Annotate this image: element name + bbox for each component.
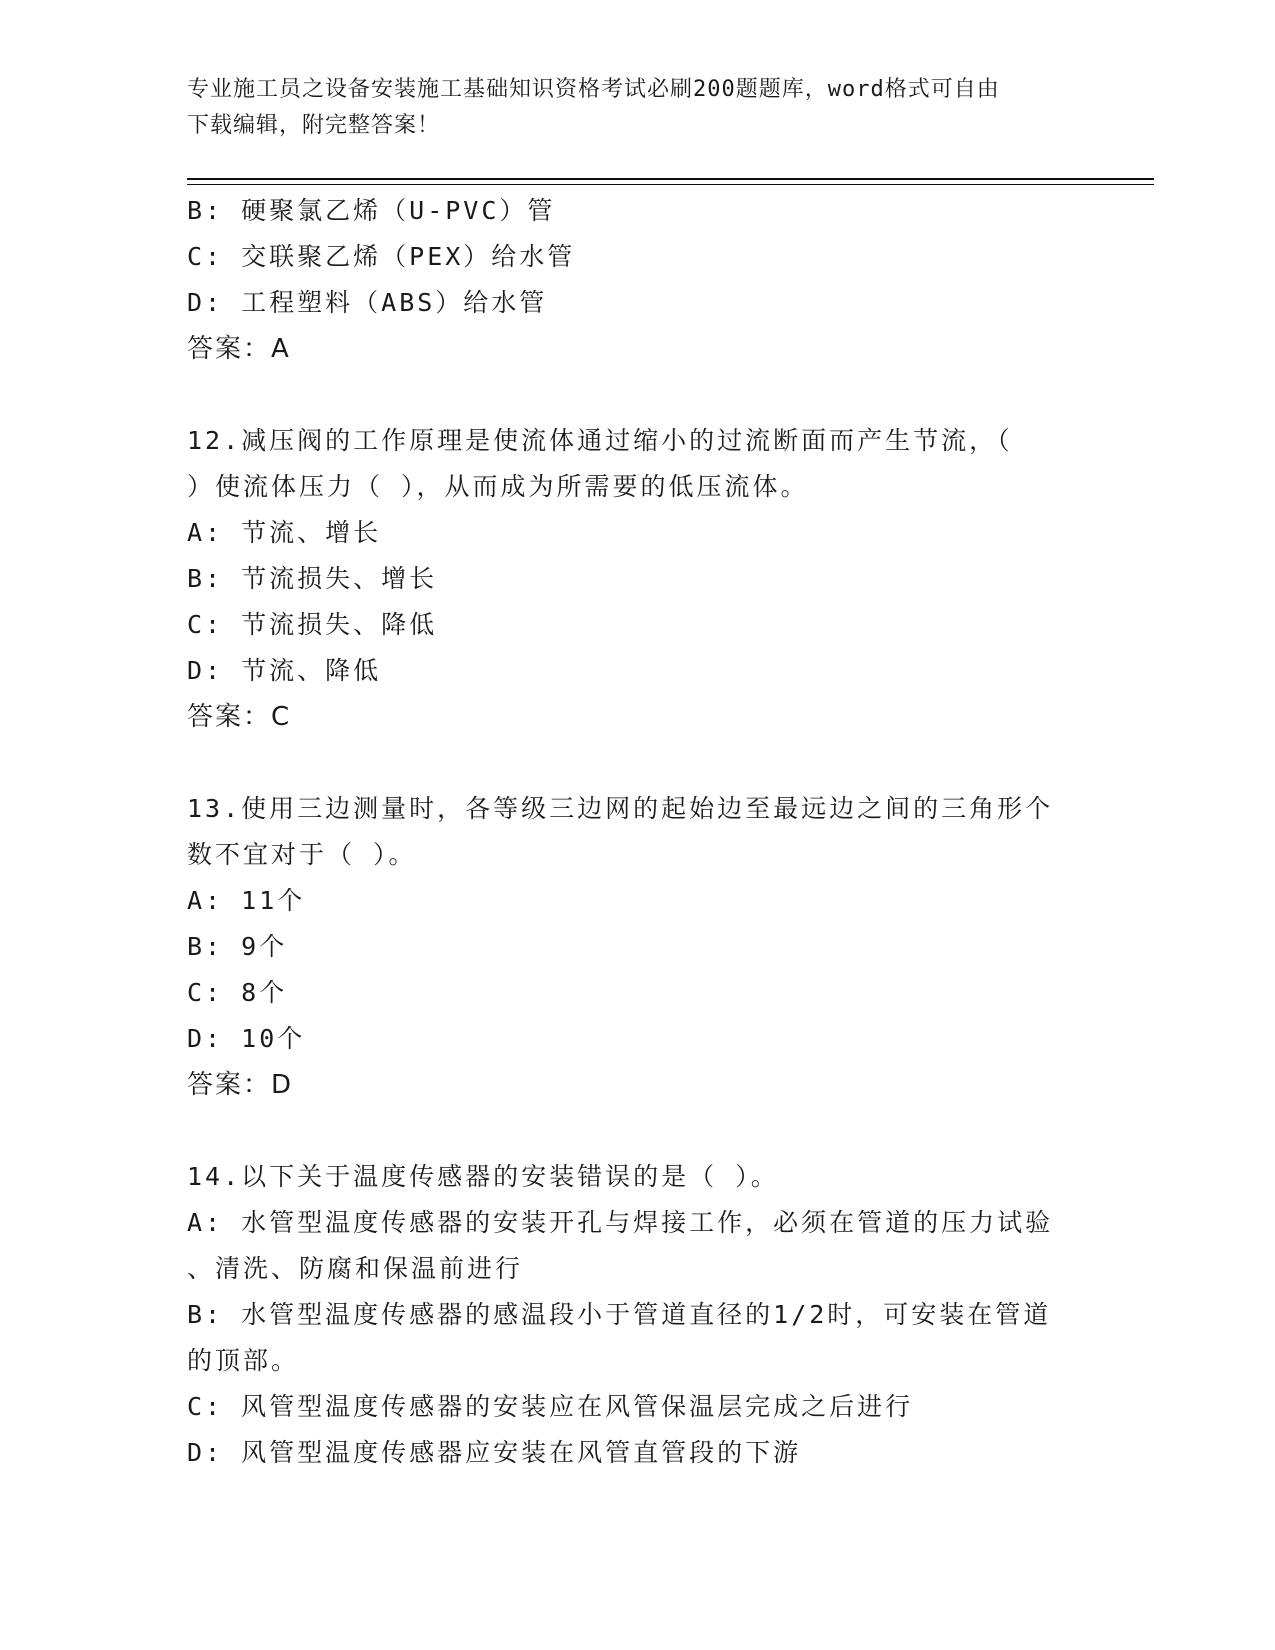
question-content [187, 188, 1077, 1476]
q12-option-c: C: 节流损失、降低 [187, 610, 438, 639]
q14-option-c: C: 风管型温度传感器的安装应在风管保温层完成之后进行 [187, 1392, 914, 1421]
q14-stem-line-1: 14.以下关于温度传感器的安装错误的是（ ）。 [187, 1162, 779, 1191]
header-rule-thin [187, 184, 1154, 185]
question-13 [187, 786, 1077, 1108]
q12-option-b: B: 节流损失、增长 [187, 564, 438, 593]
question-12 [187, 418, 1077, 740]
q12-answer: 答案：C [187, 702, 292, 732]
q13-option-c: C: 8个 [187, 978, 288, 1007]
q14-option-b-line-1: B: 水管型温度传感器的感温段小于管道直径的1/2时，可安装在管道 [187, 1300, 1052, 1329]
q12-stem-line-2: ）使流体压力（ ），从而成为所需要的低压流体。 [187, 472, 809, 501]
q13-stem-line-2: 数不宜对于（ ）。 [187, 840, 417, 869]
q13-stem-line-1: 13.使用三边测量时，各等级三边网的起始边至最远边之间的三角形个 [187, 794, 1054, 823]
q11-option-c: C: 交联聚乙烯（PEX）给水管 [187, 242, 576, 271]
q13-option-d: D: 10个 [187, 1024, 306, 1053]
question-14 [187, 1154, 1077, 1476]
q13-option-a: A: 11个 [187, 886, 306, 915]
q12-stem-line-1: 12.减压阀的工作原理是使流体通过缩小的过流断面而产生节流，（ [187, 426, 1013, 455]
q14-option-a-line-2: 、清洗、防腐和保温前进行 [187, 1254, 524, 1283]
q13-answer: 答案：D [187, 1070, 294, 1100]
q13-option-b: B: 9个 [187, 932, 288, 961]
q11-option-d: D: 工程塑料（ABS）给水管 [187, 288, 548, 317]
q14-option-b-line-2: 的顶部。 [187, 1346, 300, 1375]
q12-option-a: A: 节流、增长 [187, 518, 382, 547]
question-spacer [187, 740, 1077, 786]
header-title-line-2: 下载编辑，附完整答案！ [187, 113, 441, 138]
document-header [187, 72, 1067, 144]
q12-option-d: D: 节流、降低 [187, 656, 382, 685]
q14-option-d: D: 风管型温度传感器应安装在风管直管段的下游 [187, 1438, 802, 1467]
question-spacer [187, 372, 1077, 418]
q11-answer: 答案：A [187, 334, 291, 364]
question-11 [187, 188, 1077, 372]
question-spacer [187, 1108, 1077, 1154]
header-rule-thick [187, 178, 1154, 180]
q14-option-a-line-1: A: 水管型温度传感器的安装开孔与焊接工作，必须在管道的压力试验 [187, 1208, 1054, 1237]
q11-option-b: B: 硬聚氯乙烯（U-PVC）管 [187, 196, 556, 225]
header-title-line-1: 专业施工员之设备安装施工基础知识资格考试必刷200题题库，word格式可自由 [187, 77, 1000, 102]
